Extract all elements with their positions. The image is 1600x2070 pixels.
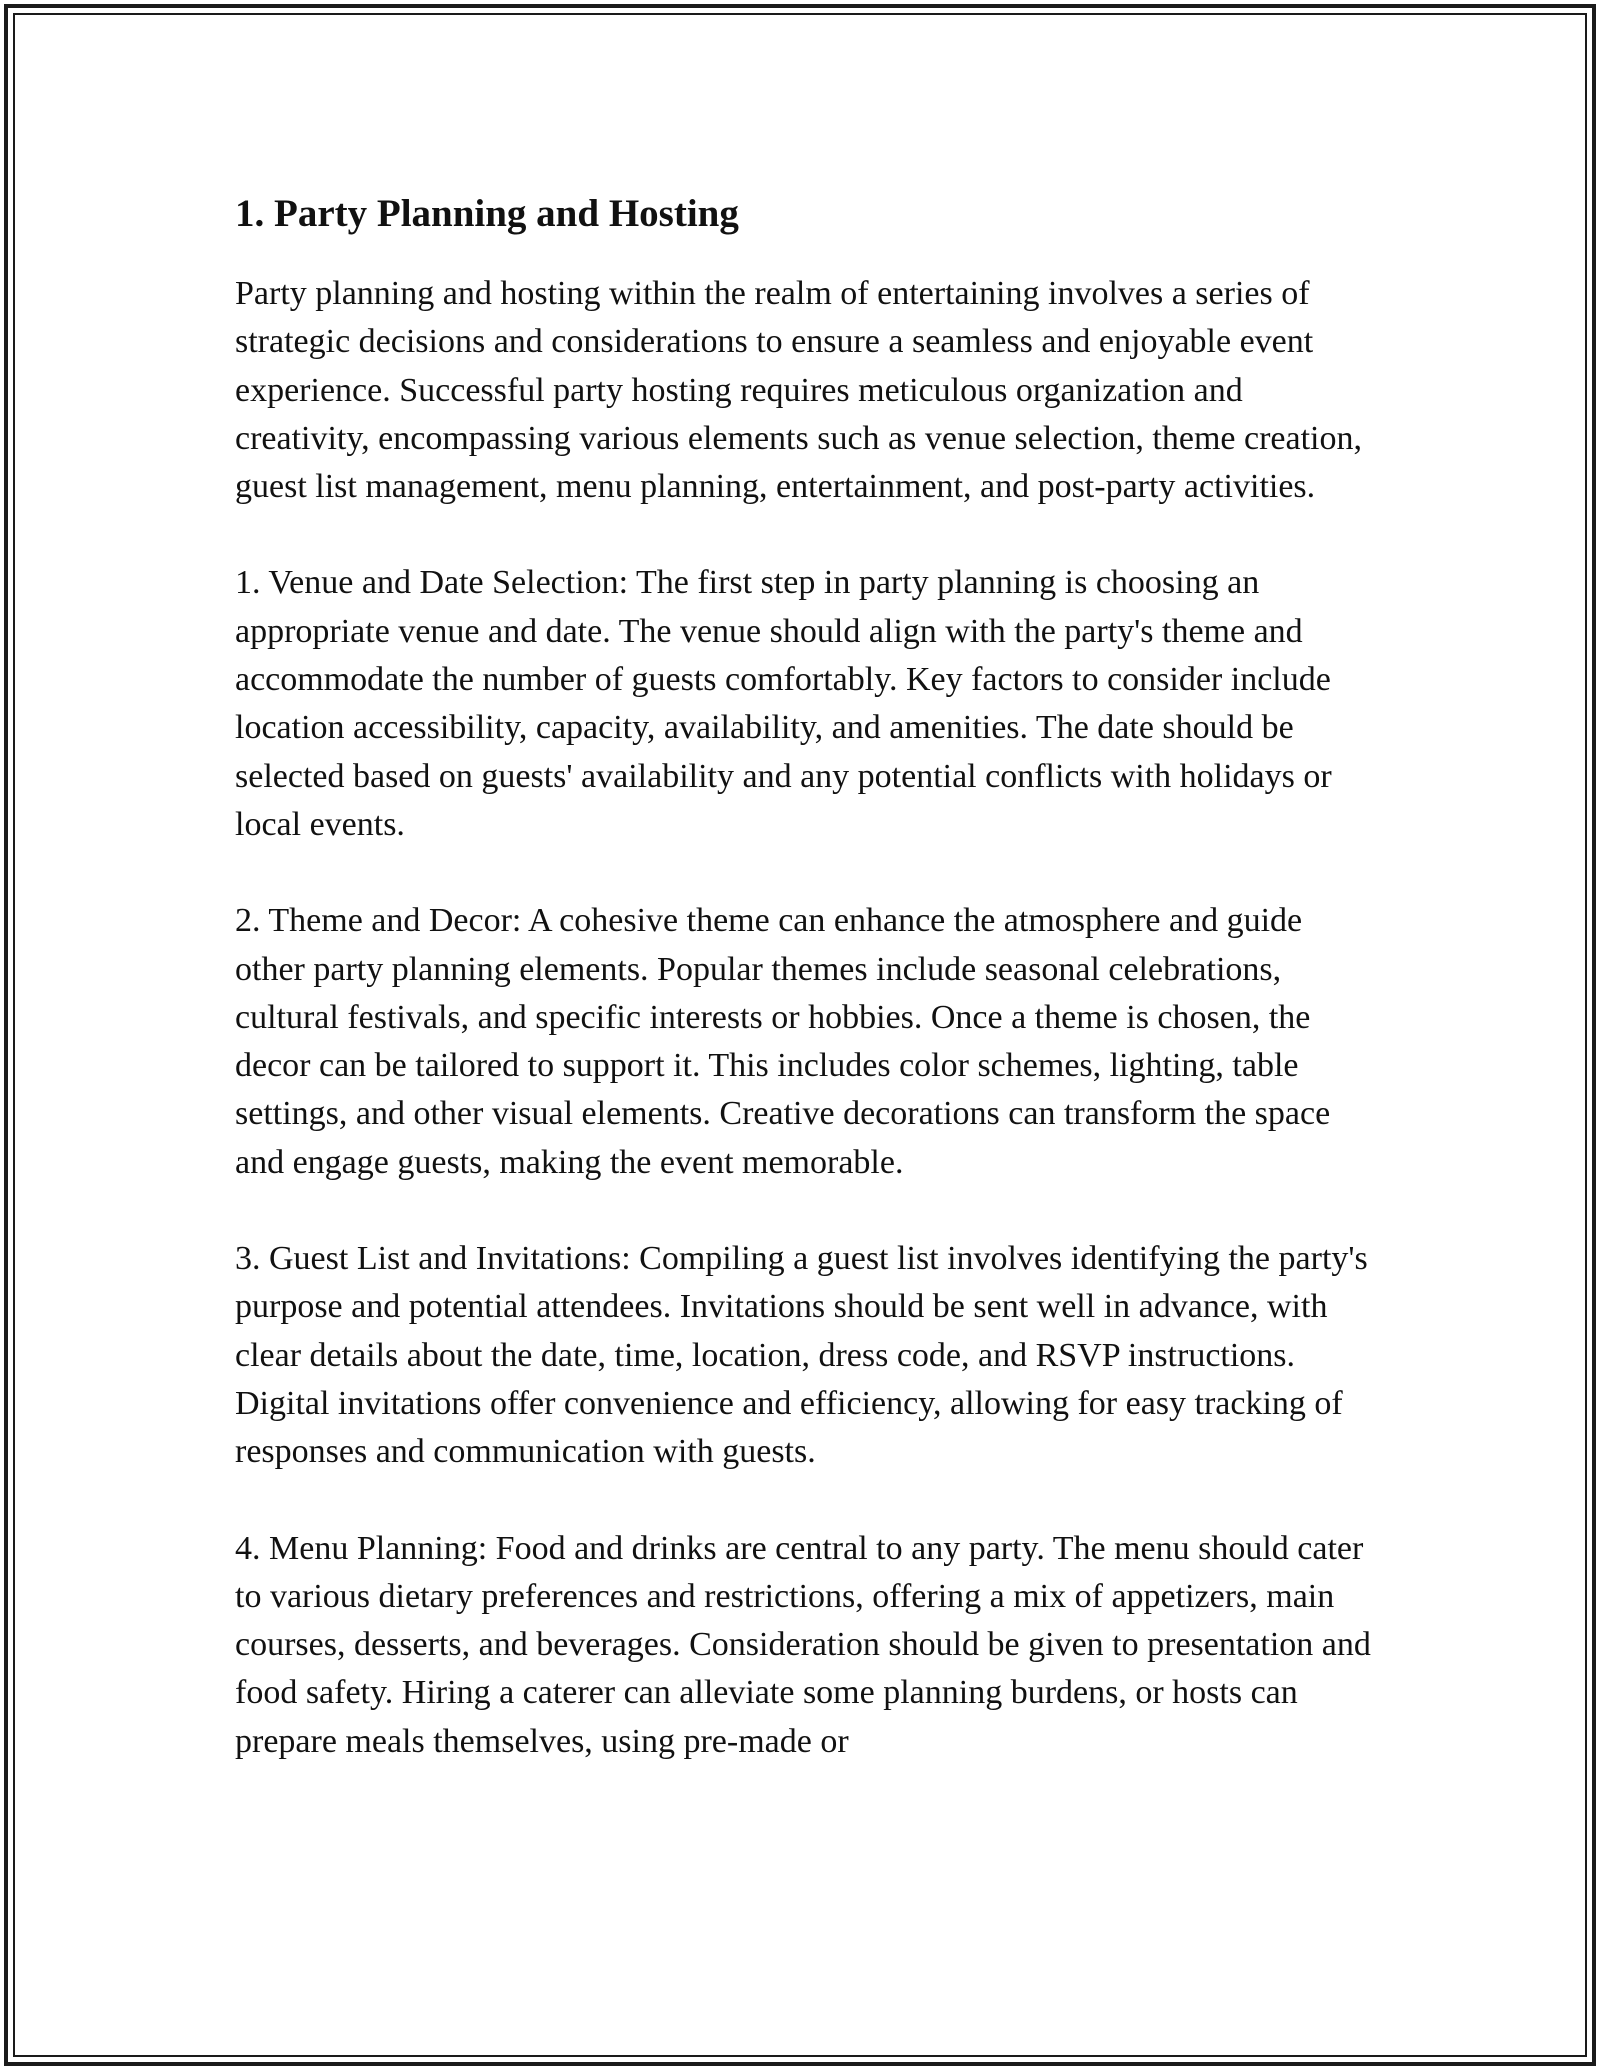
guest-list-paragraph: 3. Guest List and Invitations: Compiling a guest list involves identifying the party's purpose and potential attendees. Invitations should be sent well in advance, with clear details about the date, time, location, dress code, and RSVP instructions. Digital invitations offer convenience and efficiency, allowing for easy tracking of responses and communication with guests. (235, 1240, 1368, 1471)
intro-paragraph: Party planning and hosting within the realm of entertaining involves a series of strategic decisions and considerations to ensure a seamless and enjoyable event experience. Successful party hosting requires meticulous organization and creativity, encompassing various elements such as venue selection, theme creation, guest list management, menu planning, entertainment, and post-party activities. (235, 275, 1362, 506)
menu-planning-paragraph: 4. Menu Planning: Food and drinks are central to any party. The menu should cater to various dietary preferences and restrictions, offering a mix of appetizers, main courses, desserts, and beverages. Consideration should be given to presentation and food safety. Hiring a caterer can alleviate some planning burdens, or hosts can prepare meals themselves, using pre-made or (235, 1529, 1371, 1760)
document-body (235, 180, 1375, 1814)
theme-decor-paragraph: 2. Theme and Decor: A cohesive theme can enhance the atmosphere and guide other party planning elements. Popular themes include seasonal celebrations, cultural festivals, and specific interests or hobbies. Once a theme is chosen, the decor can be tailored to support it. This includes color schemes, lighting, table settings, and other visual elements. Creative decorations can transform the space and engage guests, making the event memorable. (235, 902, 1331, 1181)
venue-date-paragraph: 1. Venue and Date Selection: The first step in party planning is choosing an appropriate venue and date. The venue should align with the party's theme and accommodate the number of guests comfortably. Key factors to consider include location accessibility, capacity, availability, and amenities. The date should be selected based on guests' availability and any potential conflicts with holidays or local events. (235, 564, 1332, 843)
section-heading: 1. Party Planning and Hosting (235, 192, 739, 235)
